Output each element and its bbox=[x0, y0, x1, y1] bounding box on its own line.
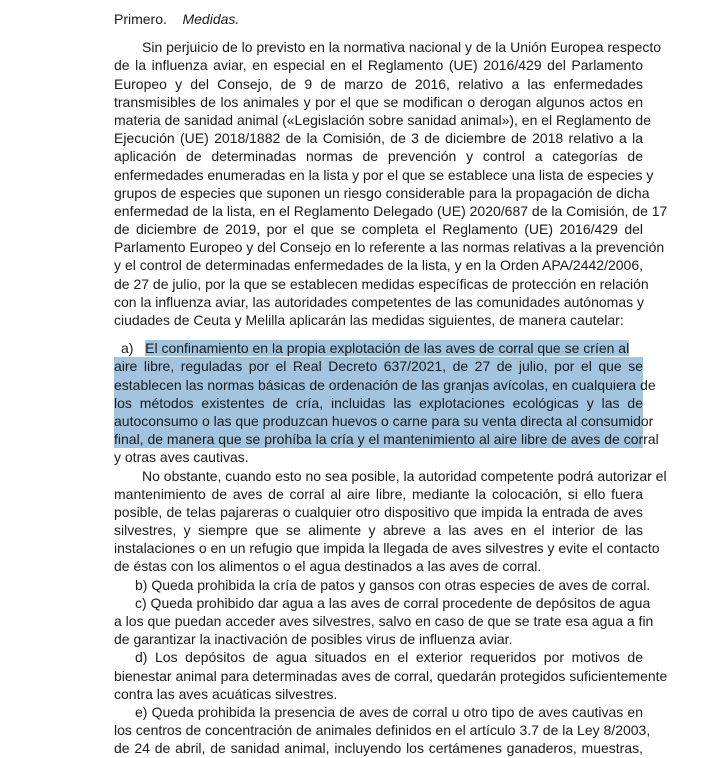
heading-title: Medidas. bbox=[182, 11, 240, 27]
item-c bbox=[114, 594, 654, 649]
item-b bbox=[114, 576, 651, 594]
item-a-followup bbox=[114, 467, 667, 576]
paragraph-line: de la influenza aviar, en especial en el Reglamento (UE) 2016/429 del Parlamento bbox=[114, 57, 643, 74]
paragraph-line: y el control de determinadas enfermedades de la lista, y en la Orden APA/2442/2006, bbox=[114, 257, 643, 274]
spacer bbox=[114, 28, 643, 38]
selected-text[interactable]: El confinamiento en la propia explotación de las aves de corral que se críen al bbox=[145, 340, 630, 357]
selected-text[interactable]: los métodos existentes de cría, incluidas las explotaciones ecológicas y las de bbox=[114, 394, 643, 411]
paragraph-line: e) Queda prohibida la presencia de aves de corral u otro tipo de aves cautivas en bbox=[135, 703, 643, 720]
paragraph-line: grupos de especies que suponen un riesgo considerable para la propagación de dicha bbox=[114, 184, 650, 201]
paragraph-line: a los que puedan acceder aves silvestres, salvo en caso de que se trate esa agua a fin bbox=[114, 613, 654, 629]
paragraph-line: instalaciones o en un refugio que impida la llegada de aves silvestres y evite el contacto bbox=[114, 540, 660, 557]
paragraph-line: enfermedad de la lista, en el Reglamento Delegado (UE) 2020/687 de la Comisión, de 17 bbox=[114, 202, 668, 219]
paragraph-line: de diciembre de 2019, por el que se completa el Reglamento (UE) 2016/429 del bbox=[114, 221, 643, 238]
selected-text[interactable]: aire libre, reguladas por el Real Decreto 637/2021, de 27 de julio, por el que se bbox=[114, 358, 643, 375]
spacer bbox=[114, 329, 643, 339]
paragraph-line: enfermedades enumeradas en la lista y por el que se establece una lista de especies y bbox=[114, 166, 654, 183]
paragraph-line: Parlamento Europeo y del Consejo en lo referente a las normas relativas a la prevención bbox=[114, 239, 665, 256]
paragraph-line bbox=[114, 448, 643, 466]
selected-text[interactable]: establecen las normas básicas de ordenación de las granjas avícolas, en cualquiera de bbox=[114, 376, 656, 393]
paragraph-line bbox=[114, 339, 643, 357]
item-a-highlighted[interactable] bbox=[114, 339, 659, 466]
item-e bbox=[114, 703, 651, 758]
paragraph-line: mantenimiento de aves de corral al aire libre, mediante la colocación, si ello fuera bbox=[114, 485, 643, 502]
paragraph-line: Ejecución (UE) 2018/1882 de la Comisión, de 3 de diciembre de 2018 relativo a la bbox=[114, 130, 643, 147]
paragraph-line: posible, de telas pajareras o cualquier otro dispositivo que impida la entrada de aves bbox=[114, 503, 643, 520]
paragraph-line: con la influenza aviar, las autoridades competentes de las comunidades autónomas y bbox=[114, 293, 644, 310]
paragraph-line: No obstante, cuando esto no sea posible, la autoridad competente podrá autorizar el bbox=[142, 467, 667, 484]
paragraph-line: ciudades de Ceuta y Melilla aplicarán las medidas siguientes, de manera cautelar: bbox=[114, 312, 624, 328]
paragraph-line: c) Queda prohibido dar agua a las aves de corral procedente de depósitos de agua bbox=[135, 594, 651, 611]
intro-paragraph bbox=[114, 38, 668, 329]
paragraph-line: materia de sanidad animal («Legislación sobre sanidad animal»), en el Reglamento de bbox=[114, 111, 651, 128]
paragraph-line: de éstas con los alimentos o el agua destinados a las aves de corral. bbox=[114, 558, 542, 575]
paragraph-line: de garantizar la inactivación de posibles virus de influenza aviar. bbox=[114, 631, 513, 648]
paragraph-line: Europeo y del Consejo, de 9 de marzo de 2016, relativo a las enfermedades bbox=[114, 75, 643, 92]
paragraph-line: aplicación de determinadas normas de prevención y control a categorías de bbox=[114, 148, 643, 165]
paragraph-line: b) Queda prohibida la cría de patos y gansos con otras especies de aves de corral. bbox=[135, 576, 651, 593]
paragraph-line: los centros de concentración de animales definidos en el artículo 3.7 de la Ley 8/2003, bbox=[114, 722, 651, 739]
selected-text[interactable]: y otras aves cautivas. bbox=[114, 449, 249, 466]
paragraph-line: d) Los depósitos de agua situados en el exterior requeridos por motivos de bbox=[135, 649, 643, 666]
item-a-marker: a) bbox=[121, 340, 134, 357]
selected-text[interactable]: autoconsumo o las que produzcan huevos o carne para su venta directa al consumidor bbox=[114, 412, 654, 429]
paragraph-line: silvestres, y siempre que se alimente y abreve a las aves en el interior de las bbox=[114, 522, 643, 539]
paragraph-line: transmisibles de los animales y por el que se modifican o derogan algunos actos en bbox=[114, 93, 643, 110]
document-page bbox=[114, 10, 668, 758]
paragraph-line: de 24 de abril, de sanidad animal, incluyendo los certámenes ganaderos, muestras, bbox=[114, 740, 643, 757]
paragraph-line: contra las aves acuáticas silvestres. bbox=[114, 685, 338, 702]
section-heading bbox=[114, 10, 643, 28]
heading-number: Primero. bbox=[114, 11, 167, 27]
paragraph-line: bienestar animal para determinadas aves de corral, quedarán protegidos suficientemente bbox=[114, 667, 668, 684]
selected-text[interactable]: final, de manera que se prohíba la cría y el mantenimiento al aire libre de aves de corral bbox=[114, 431, 659, 448]
paragraph-line: de 27 de julio, por la que se establecen medidas específicas de protección en relación bbox=[114, 275, 649, 292]
paragraph-line: Sin perjuicio de lo previsto en la normativa nacional y de la Unión Europea respecto bbox=[142, 39, 662, 56]
item-d bbox=[114, 648, 668, 703]
